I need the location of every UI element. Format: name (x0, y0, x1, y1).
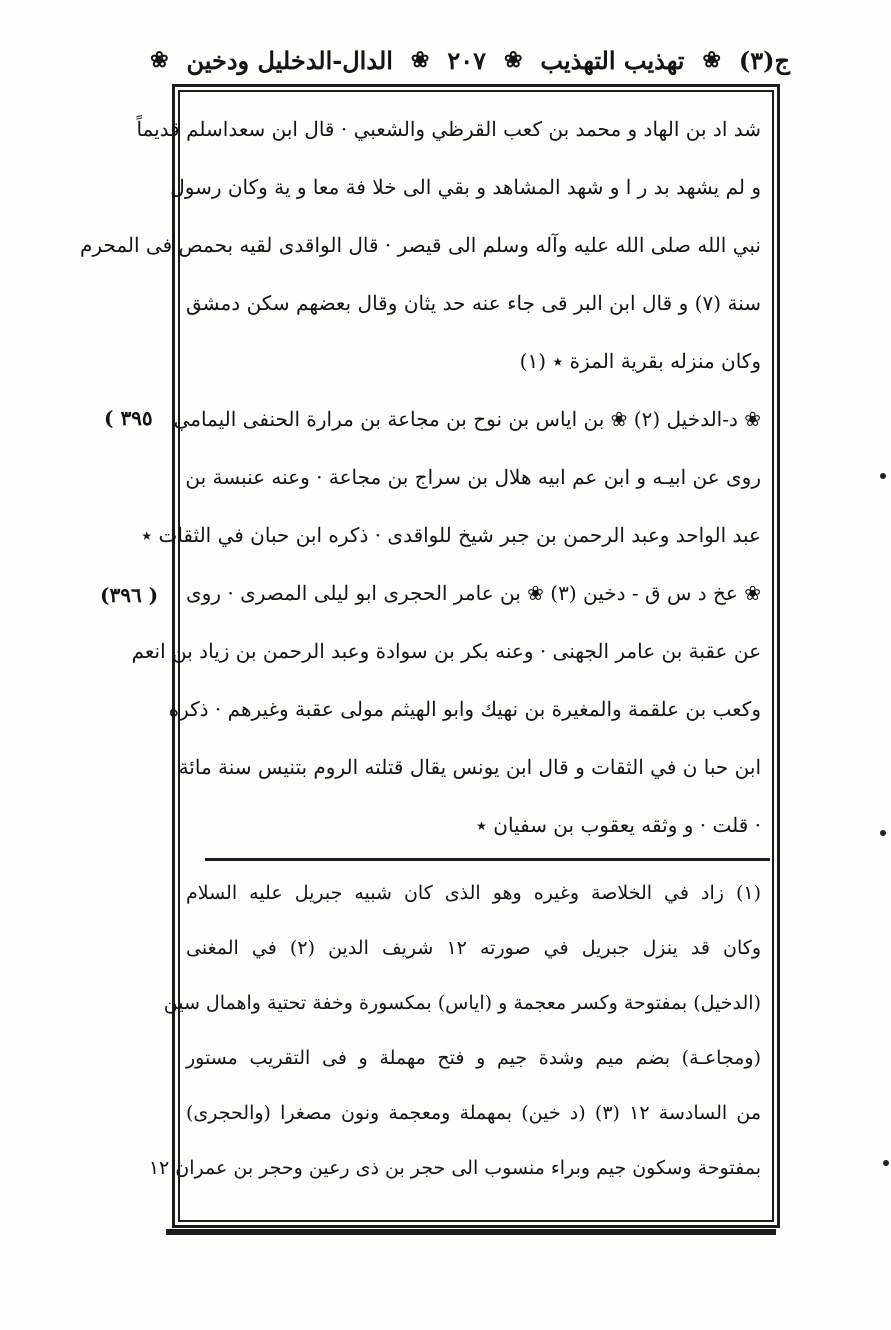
scan-speck (883, 1160, 889, 1166)
text-line: عن عقبة بن عامر الجهنى · وعنه بكر بن سوادة وعبد الرحمن بن زياد بن انعم (131, 639, 761, 663)
entry-number-395: ( ٣٩٥ (104, 406, 153, 430)
entry-heading-dakhil: ❀ د-الدخيل (٢) ❀ بن اياس بن نوح بن مجاعة بن مرارة الحنفى اليمامي (173, 407, 761, 431)
text-line: شد اد بن الهاد و محمد بن كعب القرظي والشعبي · قال ابن سعداسلم قديماً (136, 117, 761, 141)
text-line: وكعب بن علقمة والمغيرة بن نهيك وابو الهيثم مولى عقبة وغيرهم · ذكره (168, 697, 761, 721)
footnote-line: من السادسة ١٢ (٣) (د خين) بمهملة ومعجمة ونون مصغرا (والحجرى) (186, 1102, 762, 1124)
text-line: و لم يشهد بد ر ا و شهد المشاهد و بقي الى خلا فة معا و ية وكان رسول (170, 175, 761, 199)
text-line: روى عن ابيـه و ابن عم ابيه هلال بن سراج بن مجاعة · وعنه عنبسة بن (185, 465, 761, 489)
ornament-icon: ❀ (150, 47, 169, 73)
book-title: تهذيب التهذيب (540, 45, 685, 75)
footnote-divider (205, 858, 770, 861)
scan-speck (880, 830, 886, 836)
footnote-line: وكان قد ينزل جبريل في صورته ١٢ شريف الدين (٢) في المغنى (186, 937, 761, 959)
text-line: سنة (٧) و قال ابن البر قى جاء عنه حد يثان وقال بعضهم سكن دمشق (186, 291, 761, 315)
entry-number-396: (٣٩٦ ) (100, 583, 159, 607)
text-line: نبي الله صلى الله عليه وآله وسلم الى قيصر · قال الواقدى لقيه بحمص فى المحرم (80, 233, 761, 257)
volume-label: ج(٣) (738, 45, 790, 75)
footnote-line: (ومجاعـة) بضم ميم وشدة جيم و فتح مهملة و فى التقريب مستور (186, 1047, 761, 1069)
footnote-line: (١) زاد في الخلاصة وغيره وهو الذى كان شبيه جبريل عليه السلام (186, 882, 761, 904)
text-line: · قلت · و وثقه يعقوب بن سفيان ٭ (476, 813, 761, 837)
text-line: عبد الواحد وعبد الرحمن بن جبر شيخ للواقدى · ذكره ابن حبان في الثقات ٭ (141, 523, 761, 547)
entry-heading-dukhayn: ❀ عخ د س ق - دخين (٣) ❀ بن عامر الحجرى ابو ليلى المصرى · روى (186, 581, 761, 605)
ornament-icon: ❀ (702, 47, 721, 73)
text-line: ابن حبا ن في الثقات و قال ابن يونس يقال قتلته الروم بتنيس سنة مائة (178, 755, 761, 779)
ornament-icon: ❀ (410, 47, 430, 73)
footnotes (148, 866, 762, 1196)
scan-speck (880, 473, 886, 479)
footnote-line: (الدخيل) بمفتوحة وكسر معجمة و (اياس) بمكسورة وخفة تحتية واهمال سين (163, 992, 761, 1014)
footnote-line: بمفتوحة وسكون جيم وبراء منسوب الى حجر بن ذى رعين وحجر بن عمران ١٢ (148, 1157, 761, 1179)
ornament-icon: ❀ (503, 47, 523, 73)
page-number: ٢٠٧ (447, 45, 486, 75)
running-header (150, 40, 790, 80)
section-title: الدال-الدخليل ودخين (186, 45, 393, 75)
text-line: وكان منزله بقرية المزة ٭ (١) (519, 349, 761, 373)
